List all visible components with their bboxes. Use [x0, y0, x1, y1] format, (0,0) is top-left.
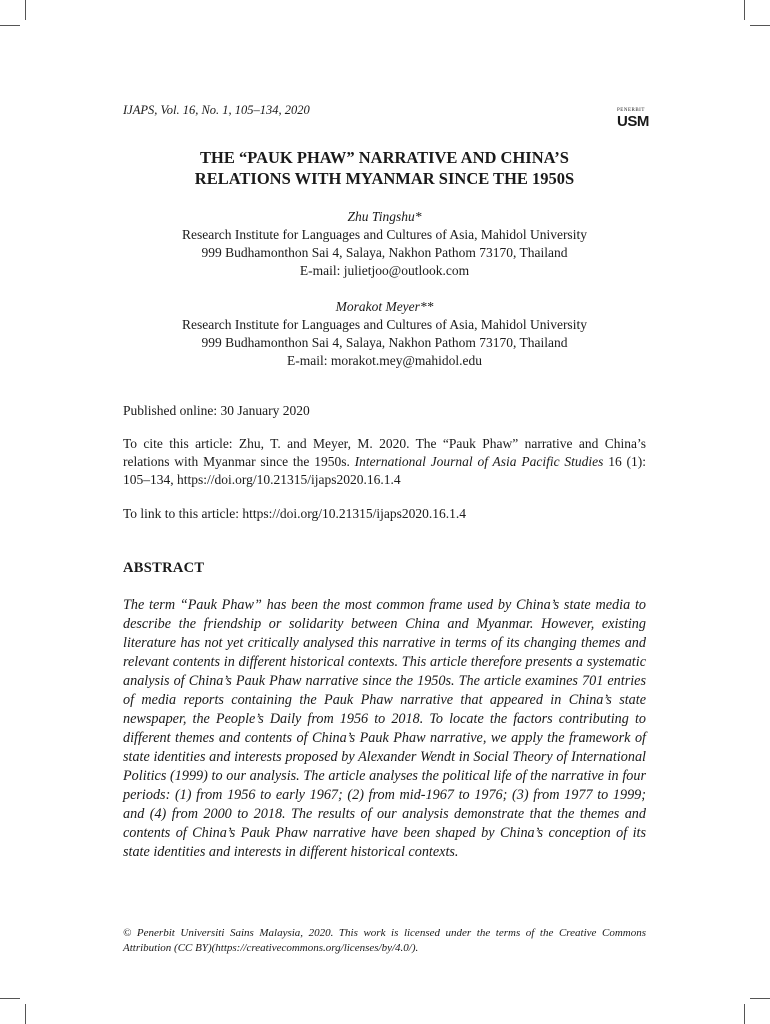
logo-small-text: PENERBIT — [617, 108, 645, 113]
license-footnote: © Penerbit Universiti Sains Malaysia, 2020. This work is licensed under the terms of the Creative Commons Attribution (CC BY)(https://creativecommons.org/licenses/by/4.0/). — [123, 927, 646, 954]
citation-suffix[interactable]: 16 (1): 105–134, https://doi.org/10.21315/ijaps2020.16.1.4 — [123, 454, 646, 487]
citation-journal: International Journal of Asia Pacific Studies — [354, 454, 604, 469]
abstract-body: The term “Pauk Phaw” has been the most common frame used by China’s state media to describe the friendship or solidarity between China and Myanmar. However, existing literature has not yet critically analysed this narrative in terms of its changing themes and relevant contents in different historical contexts. This article therefore presents a systematic analysis of China’s Pauk Phaw narrative since the 1950s. The article examines 701 entries of media reports containing the Pauk Phaw narrative that appeared in China’s state newspaper, the People’s Daily from 1956 to 2018. To locate the factors contributing to different themes and contents of China’s Pauk Phaw narrative, we apply the framework of state identities and interests proposed by Alexander Wendt in Social Theory of International Politics (1999) to our analysis. The article analyses the political life of the narrative in four periods: (1) from 1956 to early 1967; (2) from mid-1967 to 1976; (3) from 1977 to 1999; and (4) from 2000 to 2018. The results of our analysis demonstrate that the themes and contents of China’s Pauk Phaw narrative have been shaped by China’s conception of its state identities and interests in different historical contexts. — [123, 597, 646, 860]
author-email[interactable]: E-mail: julietjoo@outlook.com — [299, 263, 470, 278]
citation — [123, 435, 646, 489]
author-address: 999 Budhamonthon Sai 4, Salaya, Nakhon Pathom 73170, Thailand — [201, 335, 568, 350]
logo-big-text: USM — [617, 113, 649, 130]
crop-mark-bottom-right-v — [744, 1004, 745, 1024]
citation-prefix: To cite this article: Zhu, T. and Meyer, M. 2020. The “Pauk Phaw” narrative and China’s relations with Myanmar since the 1950s. — [123, 436, 646, 469]
title-line-1: THE “PAUK PHAW” NARRATIVE AND CHINA’S — [200, 148, 569, 167]
article-title — [123, 147, 646, 189]
crop-mark-top-right-h — [750, 25, 770, 26]
published-online: Published online: 30 January 2020 — [123, 403, 310, 418]
crop-mark-bottom-right-h — [750, 998, 770, 999]
crop-mark-top-left-v — [25, 0, 26, 20]
author-name: Morakot Meyer** — [335, 299, 434, 314]
author-name: Zhu Tingshu* — [347, 209, 422, 224]
crop-mark-bottom-left-v — [25, 1004, 26, 1024]
article-link[interactable]: To link to this article: https://doi.org/10.21315/ijaps2020.16.1.4 — [123, 506, 467, 521]
publisher-logo — [617, 107, 649, 130]
crop-mark-bottom-left-h — [0, 998, 20, 999]
title-line-2: RELATIONS WITH MYANMAR SINCE THE 1950S — [194, 169, 575, 188]
author-affiliation: Research Institute for Languages and Cultures of Asia, Mahidol University — [182, 317, 587, 332]
author-block — [123, 208, 646, 370]
author-email[interactable]: E-mail: morakot.mey@mahidol.edu — [286, 353, 482, 368]
author-address: 999 Budhamonthon Sai 4, Salaya, Nakhon Pathom 73170, Thailand — [201, 245, 568, 260]
abstract-heading: ABSTRACT — [123, 560, 205, 576]
crop-mark-top-left-h — [0, 25, 20, 26]
crop-mark-top-right-v — [744, 0, 745, 20]
author-affiliation: Research Institute for Languages and Cultures of Asia, Mahidol University — [182, 227, 587, 242]
running-head: IJAPS, Vol. 16, No. 1, 105–134, 2020 — [123, 103, 310, 117]
